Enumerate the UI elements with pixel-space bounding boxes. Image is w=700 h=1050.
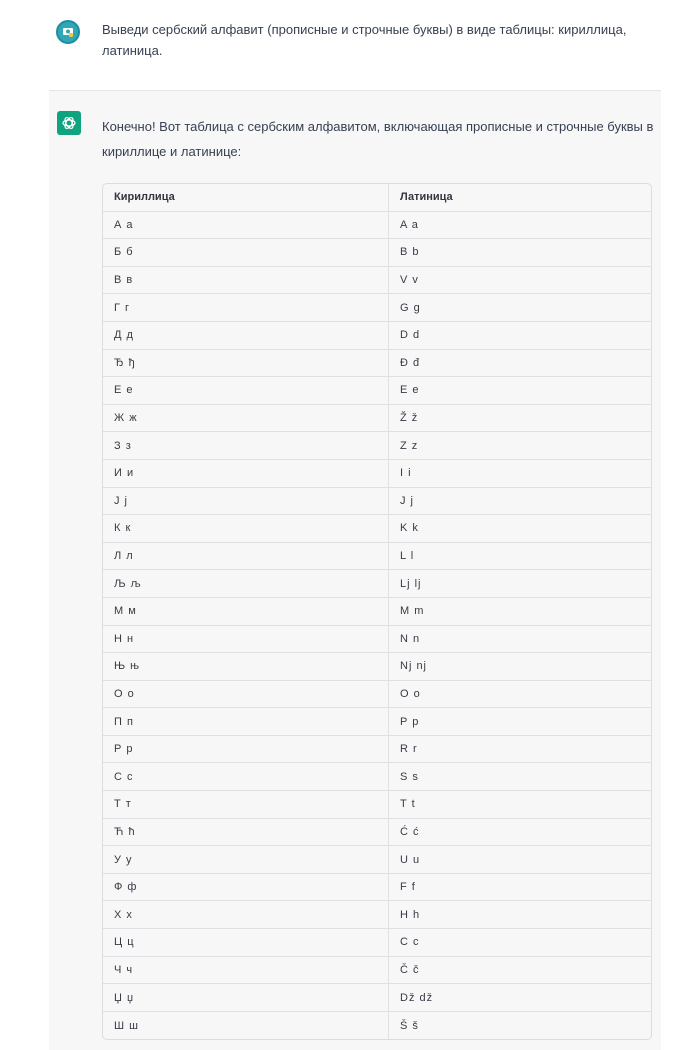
cell-cyrillic: Ш ш [103,1012,389,1040]
cell-latin: A a [400,218,419,231]
cell-latin: T t [400,798,416,811]
cell-latin: H h [400,908,421,921]
cell-cyrillic: И и [103,460,389,487]
table-row [103,488,651,516]
cell-latin: Lj lj [400,577,422,590]
table-row [103,653,651,681]
table-row [103,791,651,819]
cell-latin: K k [400,522,419,535]
cell-cyrillic: П п [103,708,389,735]
header-cyrillic: Кириллица [103,184,389,211]
table-row [103,874,651,902]
cell-cyrillic: Ј ј [103,488,389,515]
cell-cyrillic: Г г [103,294,389,321]
user-message [0,0,700,90]
table-row [103,819,651,847]
cell-latin: Ž ž [400,412,419,425]
cell-cyrillic: Е е [103,377,389,404]
table-row [103,239,651,267]
cell-latin: B b [400,246,420,259]
cell-latin: J j [400,494,414,507]
cell-cyrillic: В в [103,267,389,294]
cell-cyrillic: Ф ф [103,874,389,901]
cell-latin: Ć ć [400,825,420,838]
cell-latin: O o [400,687,421,700]
cell-cyrillic: Б б [103,239,389,266]
table-row [103,267,651,295]
table-row [103,432,651,460]
table-row [103,984,651,1012]
cell-cyrillic: О о [103,681,389,708]
cell-latin: N n [400,632,421,645]
cell-latin: Dž dž [400,991,434,1004]
user-message-text: Выведи сербский алфавит (прописные и строчные буквы) в виде таблицы: кириллица, латиница. [102,22,627,58]
cell-cyrillic: Д д [103,322,389,349]
cell-latin: P p [400,715,420,728]
cell-latin: Nj nj [400,660,428,673]
cell-latin: C c [400,936,420,949]
table-body [103,212,651,1040]
cell-latin: Z z [400,439,419,452]
openai-logo-icon [57,111,81,135]
cell-cyrillic: Ч ч [103,957,389,984]
table-row [103,1012,651,1040]
cell-latin: L l [400,550,415,563]
cell-cyrillic: С с [103,763,389,790]
cell-latin: M m [400,605,425,618]
cell-cyrillic: Р р [103,736,389,763]
table-row [103,929,651,957]
cell-cyrillic: Х х [103,901,389,928]
table-row [103,846,651,874]
cell-latin: R r [400,743,418,756]
assistant-intro-text: Конечно! Вот таблица с сербским алфавитом, включающая прописные и строчные буквы в кириллице и латинице: [102,119,654,159]
cell-latin: Đ đ [400,356,421,369]
cell-cyrillic: Љ љ [103,570,389,597]
assistant-message [49,90,661,1050]
table-row [103,350,651,378]
cell-cyrillic: У у [103,846,389,873]
alphabet-table [102,183,652,1040]
cell-latin: V v [400,274,419,287]
table-row [103,763,651,791]
table-header-row [103,184,651,212]
table-row [103,515,651,543]
cell-cyrillic: Њ њ [103,653,389,680]
cell-cyrillic: Ћ ћ [103,819,389,846]
table-row [103,543,651,571]
table-row [103,322,651,350]
table-row [103,957,651,985]
cell-cyrillic: М м [103,598,389,625]
table-row [103,405,651,433]
cell-latin: E e [400,384,420,397]
cell-cyrillic: Н н [103,626,389,653]
table-row [103,681,651,709]
cell-cyrillic: Л л [103,543,389,570]
table-row [103,598,651,626]
cell-latin: U u [400,853,421,866]
table-row [103,708,651,736]
cell-cyrillic: Т т [103,791,389,818]
cell-cyrillic: Џ џ [103,984,389,1011]
cell-cyrillic: К к [103,515,389,542]
cell-latin: G g [400,301,421,314]
cell-latin: Š š [400,1019,419,1032]
cell-cyrillic: Ж ж [103,405,389,432]
cell-cyrillic: А а [103,212,389,239]
table-row [103,626,651,654]
table-row [103,901,651,929]
table-row [103,460,651,488]
user-avatar-icon [56,20,80,44]
cell-latin: D d [400,329,421,342]
header-latin: Латиница [400,191,453,204]
cell-cyrillic: З з [103,432,389,459]
cell-cyrillic: Ђ ђ [103,350,389,377]
cell-latin: F f [400,881,416,894]
cell-latin: I i [400,467,412,480]
cell-latin: S s [400,770,419,783]
table-row [103,294,651,322]
table-row [103,736,651,764]
table-row [103,570,651,598]
cell-latin: Č č [400,963,420,976]
table-row [103,377,651,405]
table-row [103,212,651,240]
cell-cyrillic: Ц ц [103,929,389,956]
